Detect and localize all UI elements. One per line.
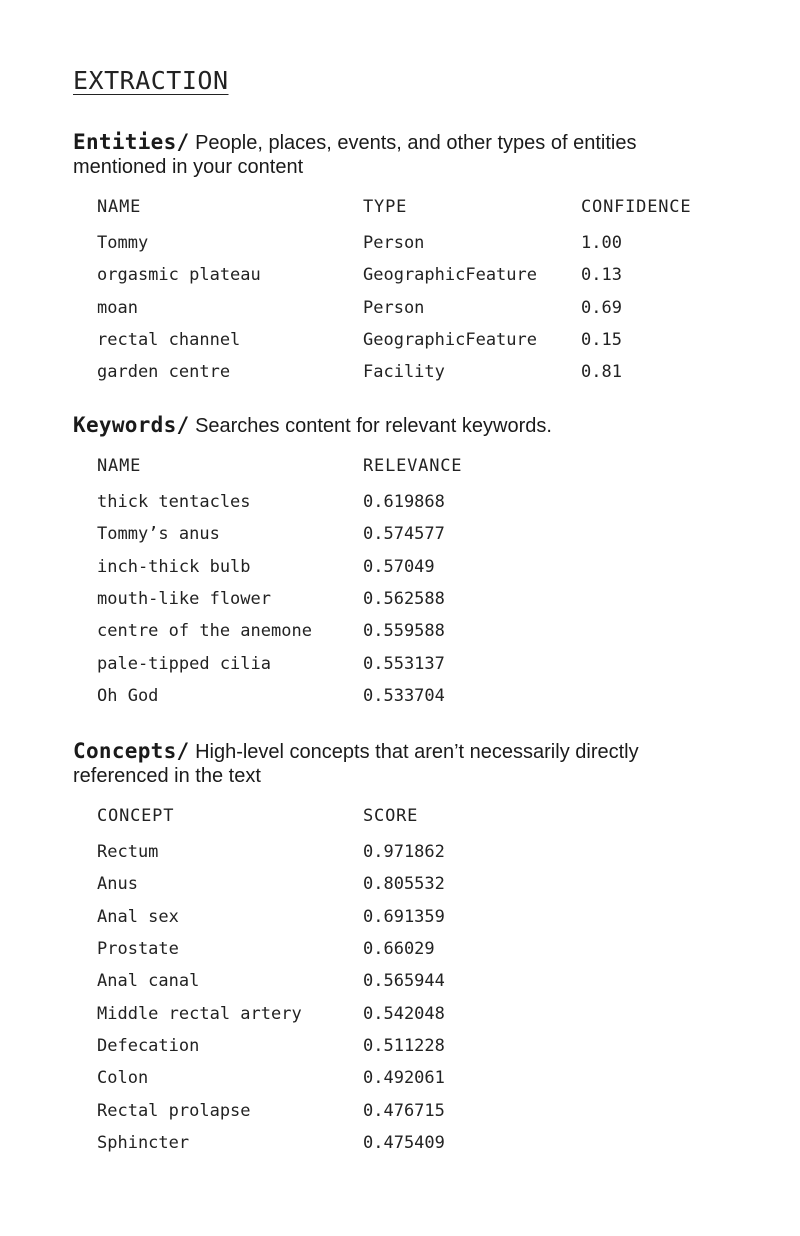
concepts-section (73, 739, 733, 1159)
concepts-table (97, 806, 563, 1159)
concept-score: 0.492061 (363, 1068, 445, 1089)
column-header-concept: CONCEPT (97, 806, 175, 826)
concept-name: Defecation (97, 1035, 200, 1056)
keyword-relevance: 0.562588 (363, 589, 445, 610)
page-title: EXTRACTION (73, 66, 229, 95)
concept-score: 0.66029 (363, 939, 435, 960)
concept-name: Colon (97, 1068, 149, 1089)
entity-type: Person (363, 233, 425, 254)
concept-name: Anal sex (97, 906, 179, 927)
concepts-header (73, 739, 733, 788)
table-row (97, 1127, 563, 1159)
table-row (97, 227, 731, 259)
column-header-name: NAME (97, 197, 142, 217)
table-row (97, 997, 563, 1029)
entity-confidence: 0.15 (581, 330, 622, 351)
keyword-relevance: 0.533704 (363, 685, 445, 706)
concept-score: 0.565944 (363, 971, 445, 992)
concept-score: 0.475409 (363, 1132, 445, 1153)
column-header-type: TYPE (363, 197, 408, 217)
entity-type: GeographicFeature (363, 330, 537, 351)
concept-name: Rectum (97, 842, 159, 863)
table-header-row (97, 806, 563, 836)
concepts-title: Concepts/ (73, 739, 190, 763)
column-header-score: SCORE (363, 806, 419, 826)
entity-name: moan (97, 297, 138, 318)
entities-table (97, 197, 731, 388)
table-row (97, 615, 563, 647)
table-row (97, 868, 563, 900)
table-row (97, 292, 731, 324)
concept-score: 0.971862 (363, 842, 445, 863)
concept-name: Anus (97, 874, 138, 895)
table-row (97, 1030, 563, 1062)
column-header-relevance: RELEVANCE (363, 456, 463, 476)
keywords-section (73, 413, 733, 712)
table-row (97, 680, 563, 712)
entity-confidence: 0.69 (581, 297, 622, 318)
entity-name: Tommy (97, 233, 149, 254)
keyword-name: Tommy’s anus (97, 524, 220, 545)
keywords-title: Keywords/ (73, 413, 190, 437)
concept-score: 0.476715 (363, 1100, 445, 1121)
column-header-name: NAME (97, 456, 142, 476)
entity-type: GeographicFeature (363, 265, 537, 286)
concept-score: 0.542048 (363, 1003, 445, 1024)
entities-description: People, places, events, and other types of entities mentioned in your content (73, 132, 637, 178)
keyword-name: thick tentacles (97, 492, 251, 513)
concept-score: 0.511228 (363, 1035, 445, 1056)
concept-name: Anal canal (97, 971, 200, 992)
keyword-name: centre of the anemone (97, 621, 312, 642)
table-header-row (97, 197, 731, 227)
keyword-name: mouth-like flower (97, 589, 271, 610)
keyword-name: Oh God (97, 685, 159, 706)
entities-header (73, 130, 733, 179)
entity-name: rectal channel (97, 330, 241, 351)
table-row (97, 324, 731, 356)
keyword-relevance: 0.559588 (363, 621, 445, 642)
table-header-row (97, 456, 563, 486)
table-row (97, 356, 731, 388)
table-row (97, 583, 563, 615)
table-row (97, 901, 563, 933)
table-row (97, 518, 563, 550)
keywords-description: Searches content for relevant keywords. (195, 415, 552, 437)
table-row (97, 1094, 563, 1126)
keyword-relevance: 0.619868 (363, 492, 445, 513)
keyword-name: inch-thick bulb (97, 556, 251, 577)
table-row (97, 933, 563, 965)
entity-name: orgasmic plateau (97, 265, 261, 286)
concept-score: 0.691359 (363, 906, 445, 927)
table-row (97, 1062, 563, 1094)
table-row (97, 486, 563, 518)
keyword-relevance: 0.574577 (363, 524, 445, 545)
concept-name: Prostate (97, 939, 179, 960)
concept-name: Sphincter (97, 1132, 190, 1153)
concepts-description: High-level concepts that aren’t necessarily directly referenced in the text (73, 741, 639, 787)
entity-confidence: 0.81 (581, 362, 622, 383)
table-row (97, 647, 563, 679)
keyword-relevance: 0.553137 (363, 653, 445, 674)
entity-type: Facility (363, 362, 445, 383)
keyword-relevance: 0.57049 (363, 556, 435, 577)
column-header-confidence: CONFIDENCE (581, 197, 692, 217)
concept-name: Middle rectal artery (97, 1003, 302, 1024)
concept-score: 0.805532 (363, 874, 445, 895)
table-row (97, 259, 731, 291)
entities-title: Entities/ (73, 130, 190, 154)
table-row (97, 836, 563, 868)
table-row (97, 965, 563, 997)
table-row (97, 551, 563, 583)
keywords-header (73, 413, 733, 438)
entity-confidence: 1.00 (581, 233, 622, 254)
entity-confidence: 0.13 (581, 265, 622, 286)
entity-type: Person (363, 297, 425, 318)
concept-name: Rectal prolapse (97, 1100, 251, 1121)
entities-section (73, 130, 733, 388)
keywords-table (97, 456, 563, 712)
keyword-name: pale-tipped cilia (97, 653, 271, 674)
entity-name: garden centre (97, 362, 231, 383)
